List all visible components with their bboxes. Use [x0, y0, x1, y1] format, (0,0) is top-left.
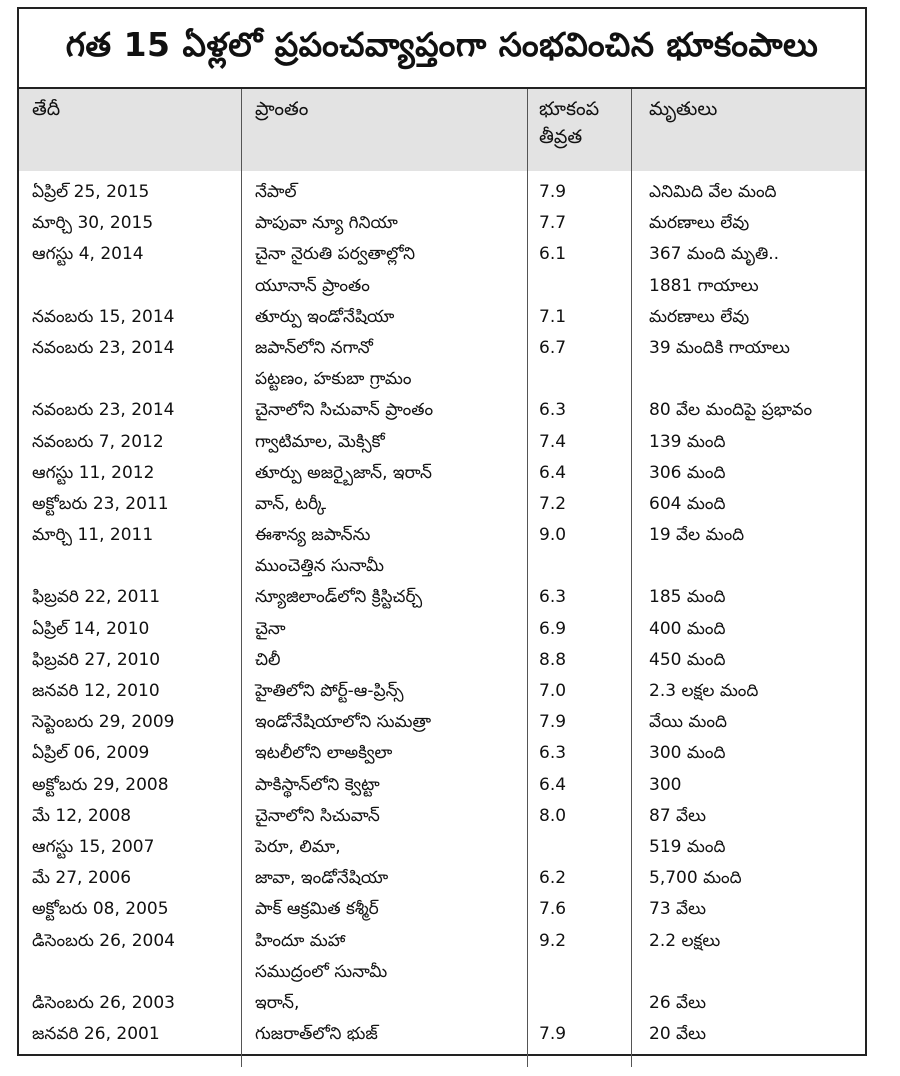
date-cell: అక్టోబరు 29, 2008: [32, 774, 169, 795]
magnitude-cell: 8.8: [539, 649, 567, 670]
table-row: [19, 801, 865, 832]
table-row: [19, 707, 865, 738]
header-magnitude-line1: భూకంప: [539, 98, 600, 120]
header-magnitude: [539, 95, 599, 151]
magnitude-cell: 6.7: [539, 337, 567, 358]
deaths-cell: 2.2 లక్షలు: [649, 930, 721, 951]
region-cell: ఇరాన్,: [255, 992, 300, 1013]
deaths-cell: 519 మంది: [649, 836, 726, 857]
deaths-cell: 39 మందికి గాయాలు: [649, 337, 790, 358]
table-row: [19, 863, 865, 894]
magnitude-cell: 7.9: [539, 712, 567, 733]
region-cell: గుజరాత్‌లోని భుజ్: [255, 1024, 378, 1045]
date-cell: మార్చి 11, 2011: [32, 525, 154, 546]
date-cell: జనవరి 26, 2001: [32, 1024, 160, 1045]
header-deaths: మృతులు: [649, 98, 718, 120]
date-cell: మే 27, 2006: [32, 868, 132, 889]
region-cell: పాపువా న్యూ గినియా: [255, 213, 398, 234]
deaths-cell: 5,700 మంది: [649, 868, 742, 889]
deaths-cell: 450 మంది: [649, 649, 726, 670]
region-cell: నేపాల్: [255, 182, 297, 202]
magnitude-cell: 7.2: [539, 493, 567, 514]
region-cell: పాకిస్థాన్‌లోని క్వెట్టా: [255, 774, 380, 795]
date-cell: సెప్టెంబరు 29, 2009: [32, 712, 175, 733]
deaths-cell: 300: [649, 774, 682, 795]
table-row: [19, 832, 865, 863]
date-cell: ఏప్రిల్ 14, 2010: [32, 618, 150, 639]
region-cell: తూర్పు ఇండోనేషియా: [255, 306, 395, 327]
table-row: [19, 364, 865, 395]
region-cell: గ్వాటిమాల, మెక్సికో: [255, 431, 385, 452]
magnitude-cell: 7.9: [539, 182, 567, 202]
region-cell: పెరూ, లిమా,: [255, 836, 341, 857]
date-cell: మే 12, 2008: [32, 805, 132, 826]
date-cell: ఫిబ్రవరి 22, 2011: [32, 587, 161, 608]
region-cell: చైనాలోని సిచువాన్: [255, 805, 380, 826]
deaths-cell: 73 వేలు: [649, 899, 707, 920]
region-cell: ఇండోనేషియాలోని సుమత్రా: [255, 712, 432, 733]
table-row: [19, 926, 865, 957]
deaths-cell: 300 మంది: [649, 743, 726, 764]
table-row: [19, 582, 865, 613]
date-cell: నవంబరు 7, 2012: [32, 431, 164, 452]
table-row: [19, 271, 865, 302]
deaths-cell: 604 మంది: [649, 493, 726, 514]
region-cell: జావా, ఇండోనేషియా: [255, 868, 389, 889]
magnitude-cell: 6.3: [539, 743, 567, 764]
table-row: [19, 427, 865, 458]
earthquake-table-frame: [17, 7, 867, 1056]
magnitude-cell: 7.0: [539, 681, 567, 701]
deaths-cell: 367 మంది మృతి..: [649, 244, 780, 265]
date-cell: డిసెంబరు 26, 2004: [32, 930, 175, 951]
date-cell: ఆగస్టు 11, 2012: [32, 462, 155, 483]
region-cell: చైనా నైరుతి పర్వతాల్లోని: [255, 244, 416, 265]
region-cell: ముంచెత్తిన సునామీ: [255, 556, 384, 577]
deaths-cell: 1881 గాయాలు: [649, 275, 759, 296]
magnitude-cell: 6.3: [539, 587, 567, 608]
magnitude-cell: 7.4: [539, 431, 567, 452]
deaths-cell: 26 వేలు: [649, 992, 707, 1013]
date-cell: ఆగస్టు 15, 2007: [32, 836, 155, 857]
date-cell: ఆగస్టు 4, 2014: [32, 244, 144, 265]
table-row: [19, 333, 865, 364]
table-row: [19, 458, 865, 489]
magnitude-cell: 6.4: [539, 774, 567, 795]
table-row: [19, 551, 865, 582]
region-cell: యూనాన్ ప్రాంతం: [255, 275, 370, 296]
date-cell: ఏప్రిల్ 25, 2015: [32, 182, 150, 202]
magnitude-cell: 7.9: [539, 1024, 567, 1045]
header-magnitude-line2: తీవ్రత: [539, 126, 583, 148]
region-cell: పాక్ ఆక్రమిత కశ్మీర్: [255, 899, 379, 920]
table-row: [19, 738, 865, 769]
date-cell: నవంబరు 23, 2014: [32, 400, 175, 421]
region-cell: చైనాలోని సిచువాన్ ప్రాంతం: [255, 400, 434, 421]
magnitude-cell: 9.2: [539, 930, 567, 951]
date-cell: మార్చి 30, 2015: [32, 213, 154, 234]
region-cell: తూర్పు అజర్బైజాన్, ఇరాన్: [255, 462, 432, 483]
region-cell: హిందూ మహా: [255, 930, 346, 951]
deaths-cell: 139 మంది: [649, 431, 726, 452]
table-row: [19, 988, 865, 1019]
magnitude-cell: 8.0: [539, 805, 567, 826]
deaths-cell: 87 వేలు: [649, 805, 707, 826]
date-cell: ఫిబ్రవరి 27, 2010: [32, 649, 161, 670]
table-row: [19, 614, 865, 645]
deaths-cell: 185 మంది: [649, 587, 726, 608]
table-row: [19, 1019, 865, 1050]
region-cell: చిలీ: [255, 649, 281, 670]
deaths-cell: 20 వేలు: [649, 1024, 707, 1045]
magnitude-cell: 6.3: [539, 400, 567, 421]
table-header: [19, 89, 865, 171]
region-cell: పట్టణం, హకుబా గ్రామం: [255, 369, 412, 390]
region-cell: వాన్, టర్కీ: [255, 493, 327, 514]
magnitude-cell: 7.6: [539, 899, 567, 920]
table-row: [19, 302, 865, 333]
header-region: ప్రాంతం: [255, 98, 309, 120]
table-body: [19, 177, 865, 1050]
region-cell: హైతిలోని పోర్ట్-ఆ-ప్రిన్స్: [255, 681, 404, 701]
table-row: [19, 645, 865, 676]
deaths-cell: 80 వేల మందిపై ప్రభావం: [649, 400, 813, 421]
deaths-cell: మరణాలు లేవు: [649, 306, 750, 327]
date-cell: డిసెంబరు 26, 2003: [32, 992, 175, 1013]
date-cell: నవంబరు 15, 2014: [32, 306, 175, 327]
deaths-cell: వేయి మంది: [649, 712, 727, 733]
magnitude-cell: 7.1: [539, 306, 567, 327]
table-row: [19, 520, 865, 551]
magnitude-cell: 9.0: [539, 525, 567, 546]
region-cell: ఇటలీలోని లాఅక్విలా: [255, 743, 393, 764]
date-cell: అక్టోబరు 08, 2005: [32, 899, 169, 920]
table-title: గత 15 ఏళ్లలో ప్రపంచవ్యాప్తంగా సంభవించిన భూకంపాలు: [19, 9, 865, 89]
region-cell: ఈశాన్య జపాన్‌ను: [255, 525, 371, 546]
table-row: [19, 894, 865, 925]
table-row: [19, 489, 865, 520]
date-cell: అక్టోబరు 23, 2011: [32, 493, 169, 514]
magnitude-cell: 7.7: [539, 213, 567, 234]
region-cell: చైనా: [255, 618, 286, 639]
region-cell: సముద్రంలో సునామీ: [255, 961, 388, 982]
magnitude-cell: 6.9: [539, 618, 567, 639]
date-cell: నవంబరు 23, 2014: [32, 337, 175, 358]
magnitude-cell: 6.1: [539, 244, 567, 265]
magnitude-cell: 6.2: [539, 868, 567, 889]
deaths-cell: 19 వేల మంది: [649, 525, 745, 546]
deaths-cell: 400 మంది: [649, 618, 726, 639]
region-cell: జపాన్‌లోని నగానో: [255, 337, 373, 358]
table-row: [19, 239, 865, 270]
deaths-cell: 2.3 లక్షల మంది: [649, 681, 759, 701]
table-row: [19, 177, 865, 208]
table-row: [19, 957, 865, 988]
table-row: [19, 770, 865, 801]
deaths-cell: ఎనిమిది వేల మంది: [649, 182, 777, 202]
table-row: [19, 395, 865, 426]
region-cell: న్యూజిలాండ్‌లోని క్రిస్టిచర్చ్: [255, 587, 423, 608]
header-date: తేదీ: [32, 98, 61, 120]
deaths-cell: మరణాలు లేవు: [649, 213, 750, 234]
deaths-cell: 306 మంది: [649, 462, 726, 483]
magnitude-cell: 6.4: [539, 462, 567, 483]
date-cell: జనవరి 12, 2010: [32, 681, 160, 701]
date-cell: ఏప్రిల్ 06, 2009: [32, 743, 150, 764]
table-row: [19, 208, 865, 239]
table-row: [19, 676, 865, 707]
